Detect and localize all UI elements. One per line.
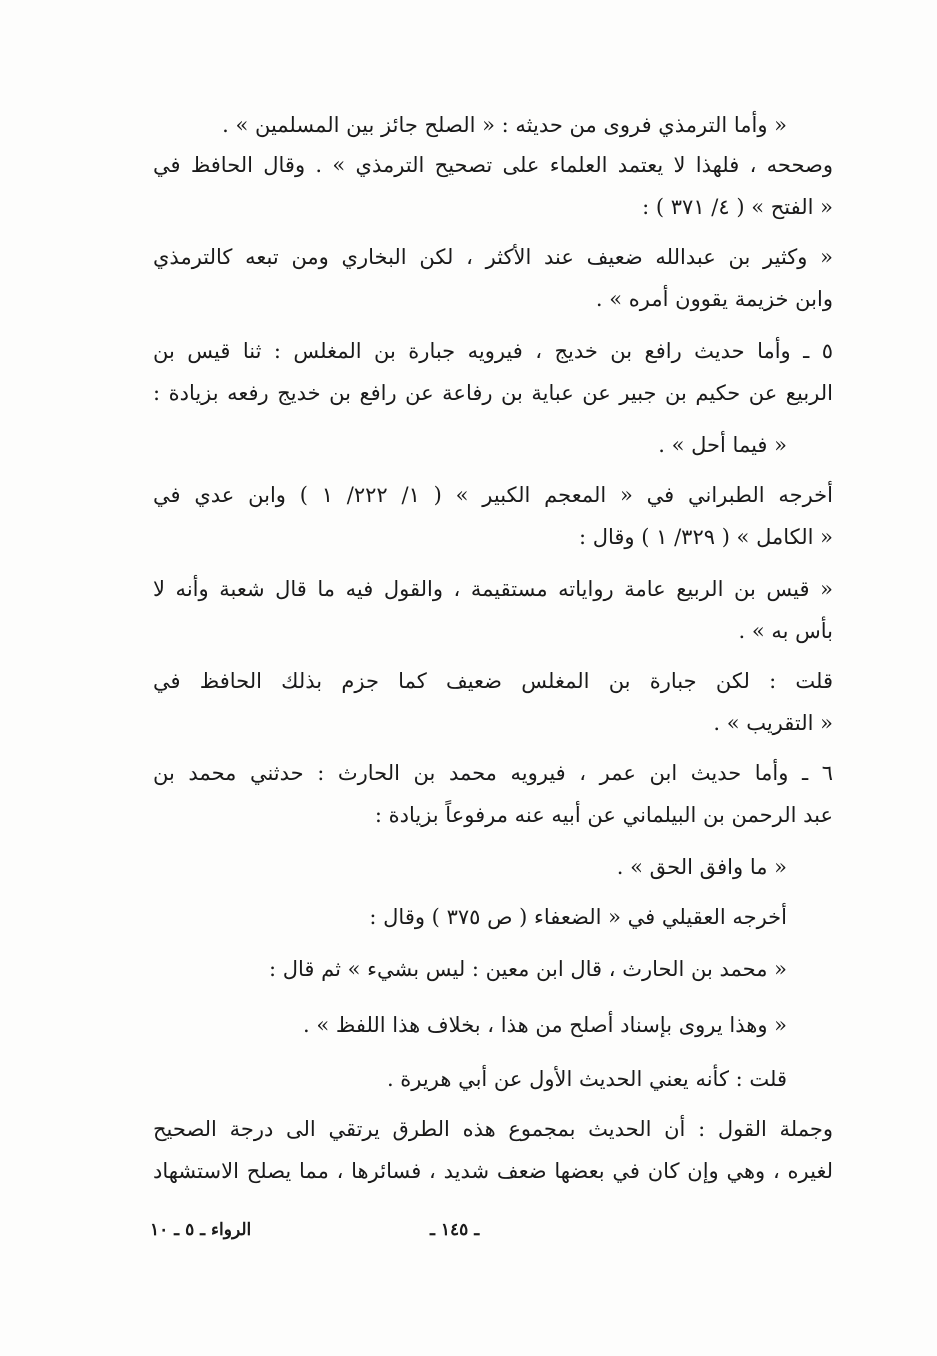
text-line: لغيره ، وهي وإن كان في بعضها ضعف شديد ، فسائرها ، مما يصلح الاستشهاد: [153, 1159, 833, 1183]
text-line: قلت : لكن جبارة بن المغلس ضعيف كما جزم بذلك الحافظ في: [153, 669, 833, 693]
text-line: « قيس بن الربيع عامة رواياته مستقيمة ، والقول فيه ما قال شعبة وأنه لا: [153, 577, 833, 601]
page-number: ـ ١٤٥ ـ: [430, 1220, 480, 1240]
text-line: ٥ ـ وأما حديث رافع بن خديج ، فيرويه جبارة بن المغلس : ثنا قيس بن: [153, 339, 833, 363]
text-line: وابن خزيمة يقوون أمره » .: [595, 287, 833, 311]
text-line: الربيع عن حكيم بن جبير عن عباية بن رفاعة عن رافع بن خديج رفعه بزيادة :: [153, 381, 833, 405]
text-line: بأس به » .: [738, 619, 833, 643]
text-line: عبد الرحمن بن البيلماني عن أبيه عنه مرفوعاً بزيادة :: [374, 803, 833, 827]
text-line: قلت : كأنه يعني الحديث الأول عن أبي هريرة .: [386, 1067, 787, 1091]
text-line: أخرجه الطبراني في « المعجم الكبير » ( ١/ ٢٢٢/ ١ ) وابن عدي في: [153, 483, 833, 507]
text-line: « محمد بن الحارث ، قال ابن معين : ليس بشيء » ثم قال :: [268, 957, 787, 981]
text-line: ٦ ـ وأما حديث ابن عمر ، فيرويه محمد بن الحارث : حدثني محمد بن: [153, 761, 833, 785]
text-line: « وأما الترمذي فروى من حديثه : « الصلح جائز بين المسلمين » .: [222, 113, 787, 137]
text-line: « التقريب » .: [713, 711, 833, 735]
text-line: « الفتح » ( ٤/ ٣٧١ ) :: [642, 195, 833, 219]
text-line: « وهذا يروى بإسناد أصلح من هذا ، بخلاف هذا اللفظ » .: [303, 1013, 787, 1037]
text-line: وصححه ، فلهذا لا يعتمد العلماء على تصحيح الترمذي » . وقال الحافظ في: [153, 153, 833, 177]
text-line: « الكامل » ( ٣٢٩/ ١ ) وقال :: [578, 525, 833, 549]
signature-mark: الرواء ـ ٥ ـ ١٠: [150, 1220, 252, 1240]
text-line: « فيما أحل » .: [658, 433, 787, 457]
text-line: « ما وافق الحق » .: [616, 855, 787, 879]
text-line: وجملة القول : أن الحديث بمجموع هذه الطرق يرتقي الى درجة الصحيح: [153, 1117, 833, 1141]
text-line: أخرجه العقيلي في « الضعفاء ( ص ٣٧٥ ) وقال :: [369, 905, 787, 929]
text-line: « وكثير بن عبدالله ضعيف عند الأكثر ، لكن البخاري ومن تبعه كالترمذي: [153, 245, 833, 269]
